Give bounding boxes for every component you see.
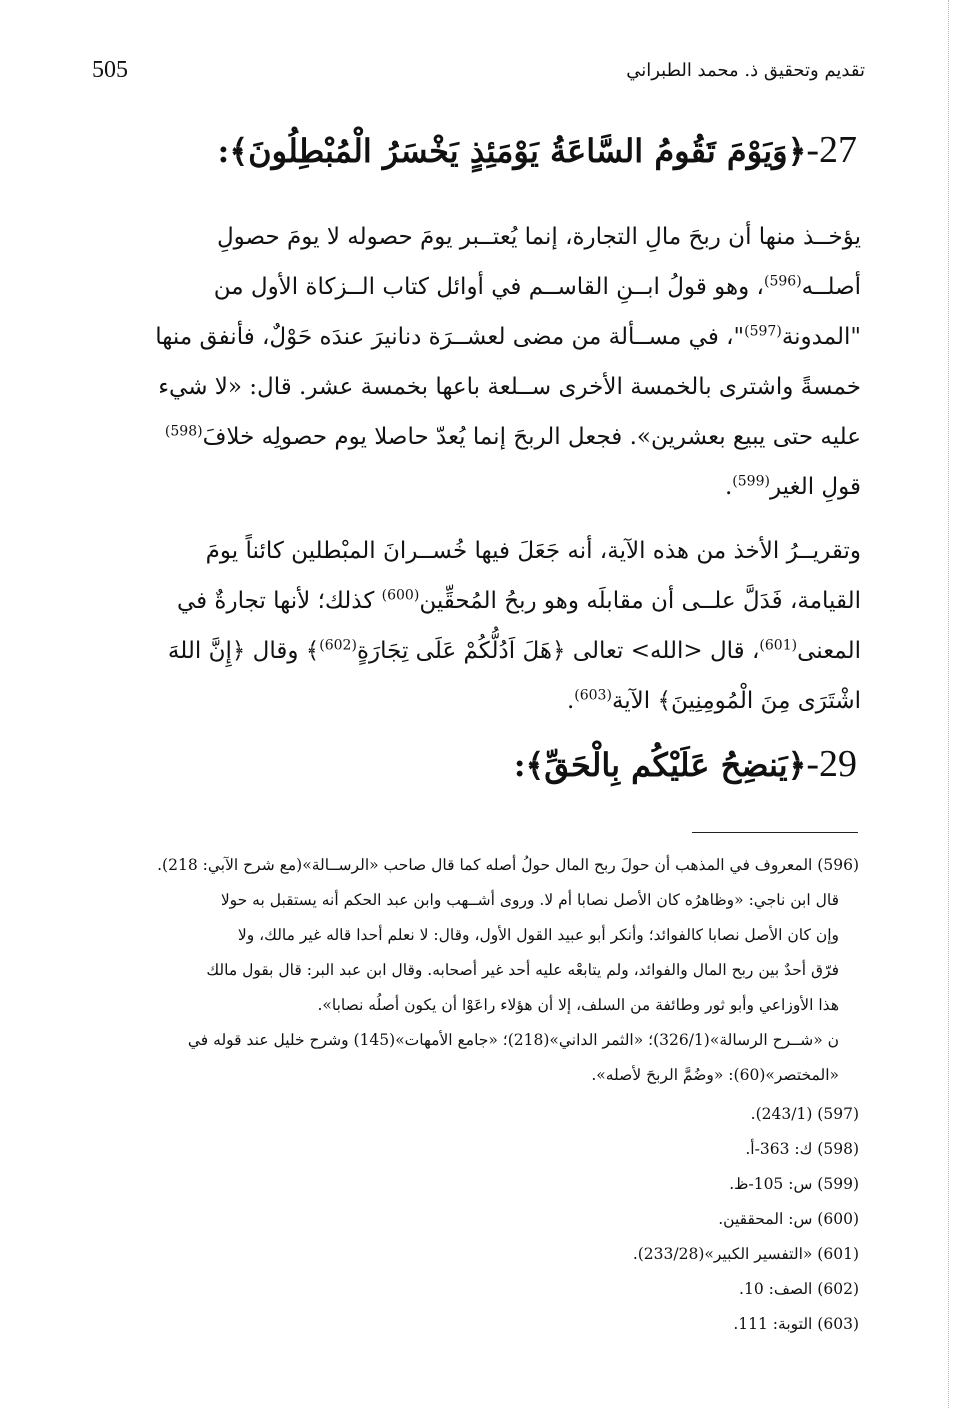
footnote-separator [692,832,858,833]
footnote-line: فرّق أحدٌ بين ربح المال والفوائد، ولم يتابعْه عليه أحد غير أصحابه. وقال ابن عبد البر: قال بقول مالك [206,961,839,979]
running-header [92,50,865,90]
footnote-601: (601) «التفسير الكبير»(233/28). [632,1245,859,1263]
footnote-line: قال ابن ناجي: «وظاهرُه كان الأصل نصابا أم لا. وروى أشــهب وابن عبد الحكم أنه يستقبل به حولا [220,891,839,909]
section-heading-29 [514,742,857,786]
footnote-ref-597[interactable]: (597) [744,323,782,340]
footnote-596: (596) المعروف في المذهب أن حولَ ربح المال حولُ أصله كما قال صاحب «الرســالة»(مع شرح الآبي: 218). [157,856,859,874]
footnote-598: (598) ك: 363-أ. [745,1140,859,1158]
text-run: المعنى [797,638,861,664]
paragraph-2 [92,526,861,726]
text-run: ، قال <الله> تعالى ﴿هَلَ اَدُلُّكُمْ عَلَى تِجَارَةٍ [356,638,760,664]
text-run: . [724,474,733,500]
footnote-ref-603[interactable]: (603) [574,687,612,704]
text-line [92,676,861,726]
text-line: وتقريــرُ الأخذ من هذه الآية، أنه جَعَلَ فيها خُســرانَ المبْطلين كائناً يومَ [205,538,861,564]
footnote-line: وإن كان الأصل نصابا كالفوائد؛ وأنكر أبو عبيد القول الأول، وقال: لا نعلم أحدا قاله غير مالك، ولا [237,926,839,944]
page-number: 505 [92,56,128,83]
text-line: خمسةً واشترى بالخمسة الأخرى ســلعة باعها بخمسة عشر. قال: «لا شيء [158,374,861,400]
text-line [92,462,861,512]
footnote-line: هذا الأوزاعي وأبو ثور وطائفة من السلف، إلا أن هؤلاء راعَوْا أن يكون أصلُه نصابا». [317,996,839,1014]
text-run: القيامة، فَدَلَّ علــى أن مقابلَه وهو ربحُ المُحقِّين [419,588,861,614]
text-line [92,312,861,362]
footnote-ref-602[interactable]: (602) [319,637,357,654]
section-number-29: 29- [806,743,857,785]
quran-verse-27: ﴿وَيَوْمَ تَقُومُ السَّاعَةُ يَوْمَئِذٍ يَخْسَرُ الْمُبْطِلُونَ﴾: [217,132,807,170]
footnote-600: (600) س: المحققين. [718,1210,859,1228]
text-line [92,576,861,626]
text-line [92,626,861,676]
footnote-597: (597) (243/1). [750,1105,859,1123]
text-line: يؤخــذ منها أن ربحَ مالِ التجارة، إنما يُعتــبر يومَ حصوله لا يومَ حصولِ [216,224,861,250]
paragraph-1 [92,212,861,512]
footnote-ref-598[interactable]: (598) [164,423,203,440]
footnote-line: «المختصر»(60): «وضُمَّ الربحَ لأصله». [591,1066,839,1084]
footnote-599: (599) س: 105-ظ. [729,1175,859,1193]
footnote-ref-601[interactable]: (601) [759,637,798,654]
footnote-line: ن «شــرح الرسالة»(326/1)؛ «الثمر الداني»(218)؛ «جامع الأمهات»(145) وشرح خليل عند قوله في [187,1031,839,1049]
running-title: تقديم وتحقيق ذ. محمد الطبراني [626,59,865,81]
footnote-ref-599[interactable]: (599) [732,473,770,490]
page-edge-line [948,0,949,1408]
text-run: أصلــه [801,274,861,300]
section-number-27: 27- [806,129,857,171]
text-line [92,412,861,462]
text-run: "المدونة [781,324,861,350]
text-run: ﴾ وقال ﴿إِنَّ اللهَ [167,638,320,664]
text-run: عليه حتى يبيع بعشرين». فجعل الربحَ إنما يُعدّ حاصلا يوم حصولِه خلافَ [202,424,861,450]
text-run: . [566,688,575,714]
footnote-603: (603) التوبة: 111. [733,1315,859,1333]
footnote-ref-600[interactable]: (600) [381,587,420,604]
text-run: كذلك؛ لأنها تجارةٌ في [176,588,382,614]
text-run: قولِ الغير [769,474,861,500]
section-heading-27 [218,128,857,172]
footnote-ref-596[interactable]: (596) [763,273,802,290]
text-run: ، وهو قولُ ابــنِ القاســم في أوائل كتاب الــزكاة الأول من [213,274,764,300]
footnote-602: (602) الصف: 10. [739,1280,859,1298]
text-run: "، في مســألة من مضى لعشــرَة دنانيرَ عندَه حَوْلٌ، فأنفق منها [155,324,745,350]
text-run: اشْتَرَى مِنَ الْمُومِنِينَ﴾ الآية [611,688,861,714]
text-line [92,262,861,312]
quran-verse-29: ﴿يَنضِحُ عَلَيْكُم بِالْحَقِّ﴾: [513,746,807,784]
